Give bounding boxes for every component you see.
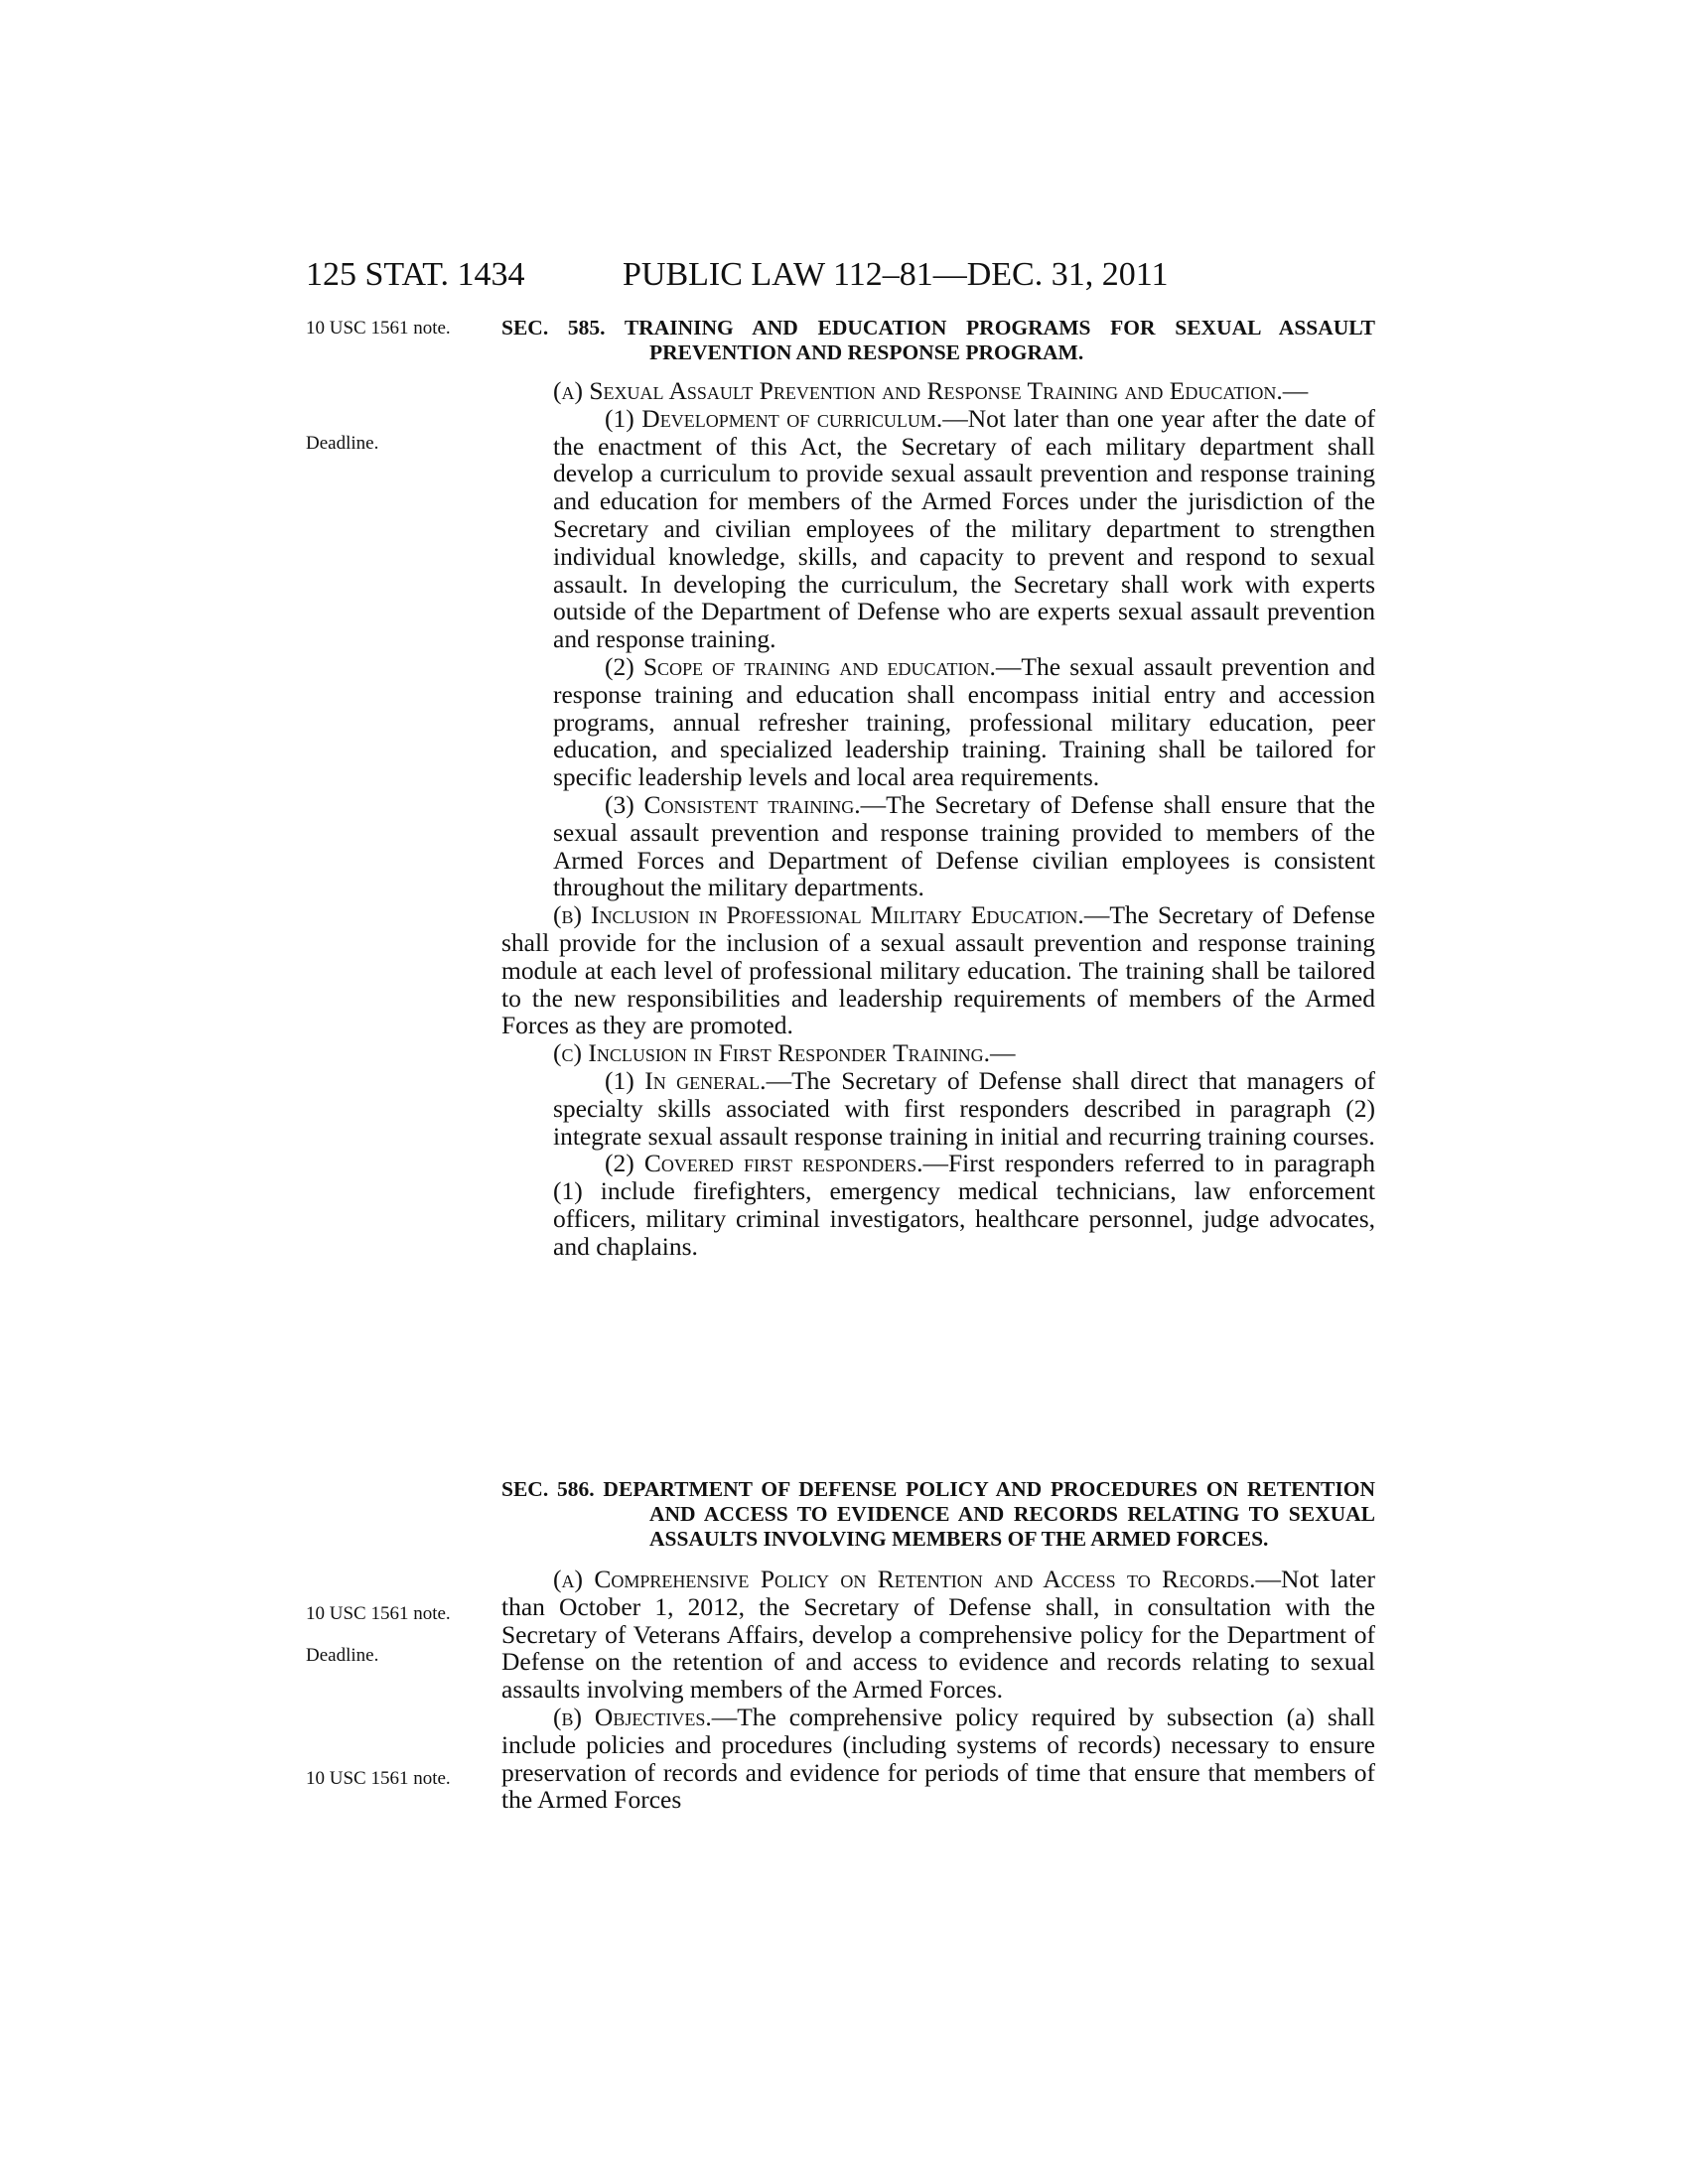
subsection-b: (b) Objectives.—The comprehensive policy required by subsection (a) shall include policies and procedures (including systems of records) necessary to ensure preservation of records and evidence for periods of time that ensure that members of the Armed Forces <box>501 1702 1375 1815</box>
section-586 <box>501 1477 1375 1814</box>
paragraph-a3: (3) Consistent training.—The Secretary of Defense shall ensure that the sexual assault prevention and response training provided to members of the Armed Forces and Department of Defense civilian employees is consistent throughout the military departments. <box>553 789 1376 902</box>
section-heading: SEC. 585. TRAINING AND EDUCATION PROGRAMS FOR SEXUAL ASSAULT PREVENTION AND RESPONSE PROGRAM. <box>501 316 1375 364</box>
subsection-b: (b) Inclusion in Professional Military Education.—The Secretary of Defense shall provide for the inclusion of a sexual assault prevention and response training module at each level of professional military education. The training shall be tailored to the new responsibilities and leadership requirements of members of the Armed Forces as they are promoted. <box>501 900 1375 1040</box>
paragraph-a1: (1) Development of curriculum.—Not later than one year after the date of the enactment of this Act, the Secretary of each military department shall develop a curriculum to provide sexual assault prevention and response training and education for members of the Armed Forces under the jurisdiction of the Secretary and civilian employees of the military department to strengthen individual knowledge, skills, and capacity to prevent and respond to sexual assault. In developing the curriculum, the Secretary shall work with experts outside of the Department of Defense who are experts sexual assault prevention and response training. <box>553 403 1376 654</box>
margin-note-usc: 10 USC 1561 note. <box>306 1603 451 1624</box>
subsection-a-heading: (a) Sexual Assault Prevention and Response Training and Education.— <box>553 376 1309 405</box>
margin-note-deadline: Deadline. <box>306 1645 379 1666</box>
section-585 <box>501 316 1375 1261</box>
running-header: PUBLIC LAW 112–81—DEC. 31, 2011 <box>623 256 1169 293</box>
paragraph-c1: (1) In general.—The Secretary of Defense shall direct that managers of specialty skills associated with first responders described in paragraph (2) integrate sexual assault response training in initial and recurring training courses. <box>553 1065 1375 1151</box>
page-stat-citation: 125 STAT. 1434 <box>306 256 525 293</box>
margin-note-usc: 10 USC 1561 note. <box>306 1768 451 1789</box>
subsection-c-heading: (c) Inclusion in First Responder Training.— <box>553 1038 1016 1068</box>
margin-note-usc: 10 USC 1561 note. <box>306 318 451 339</box>
section-heading: SEC. 586. DEPARTMENT OF DEFENSE POLICY AND PROCEDURES ON RETENTION AND ACCESS TO EVIDENCE AND RECORDS RELATING TO SEXUAL ASSAULTS INVOLVING MEMBERS OF THE ARMED FORCES. <box>501 1477 1375 1551</box>
paragraph-c2: (2) Covered first responders.—First responders referred to in paragraph (1) include firefighters, emergency medical technicians, law enforcement officers, military criminal investigators, healthcare personnel, judge advocates, and chaplains. <box>553 1149 1375 1261</box>
margin-note-deadline: Deadline. <box>306 433 379 454</box>
subsection-a: (a) Comprehensive Policy on Retention and Access to Records.—Not later than October 1, 2012, the Secretary of Defense shall, in consultation with the Secretary of Veterans Affairs, develop a comprehensive policy for the Department of Defense on the retention of and access to evidence and records relating to sexual assaults involving members of the Armed Forces. <box>501 1565 1375 1705</box>
paragraph-a2: (2) Scope of training and education.—The sexual assault prevention and response training and education shall encompass initial entry and accession programs, annual refresher training, professional military education, peer education, and specialized leadership training. Training shall be tailored for specific leadership levels and local area requirements. <box>553 651 1375 792</box>
